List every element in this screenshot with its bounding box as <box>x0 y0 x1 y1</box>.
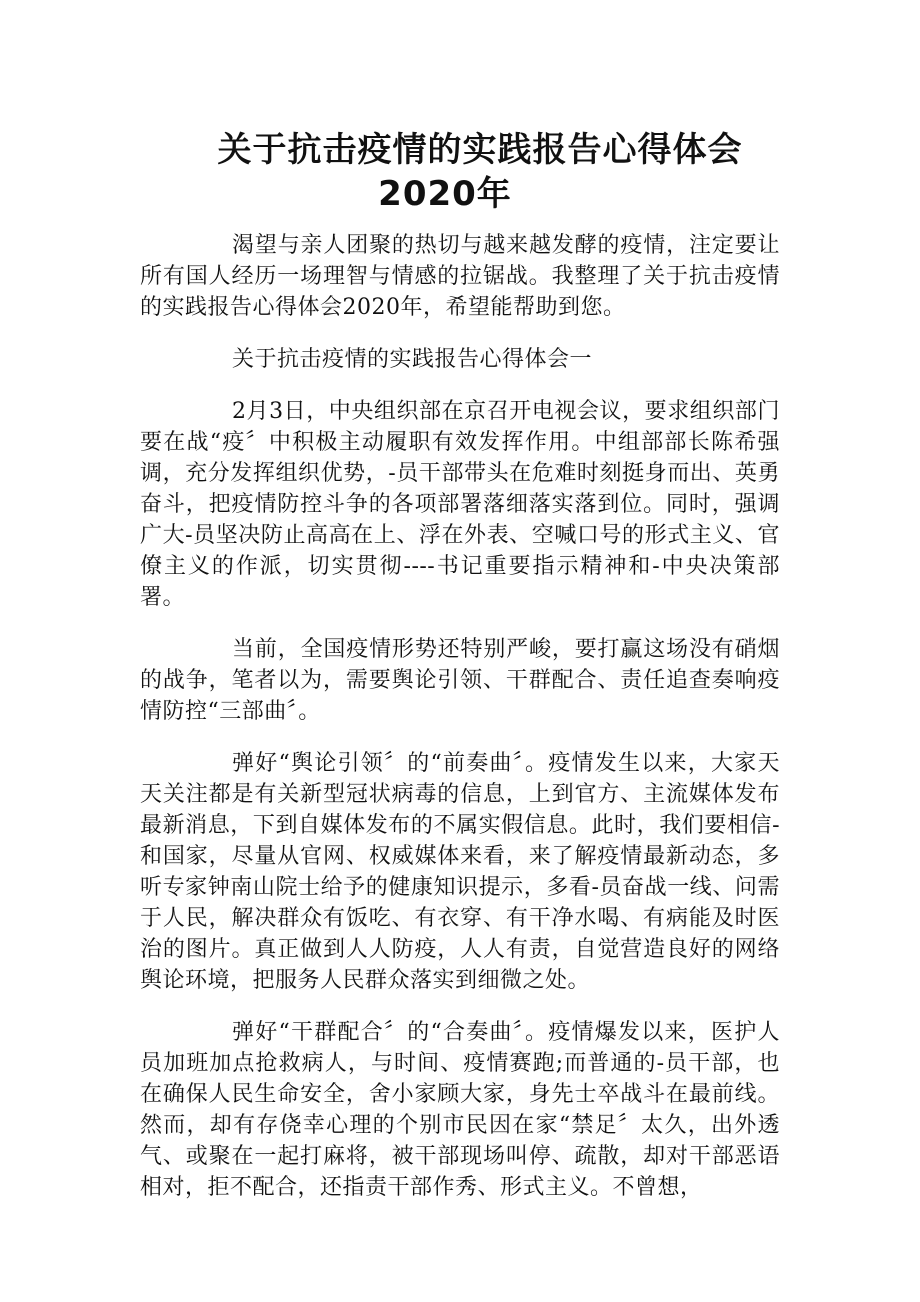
body-paragraph: 弹好“干群配合〞的“合奏曲〞。疫情爆发以来，医护人员加班加点抢救病人，与时间、疫情赛跑;而普通的-员干部，也在确保人民生命安全，舍小家顾大家，身先士卒战斗在最前线。然而，却有存侥幸心理的个别市民因在家“禁足〞太久，出外透气、或聚在一起打麻将，被干部现场叫停、疏散，却对干部恶语相对，拒不配合，还指责干部作秀、形式主义。不曾想， <box>140 1020 780 1200</box>
intro-paragraph: 渴望与亲人团聚的热切与越来越发酵的疫情，注定要让所有国人经历一场理智与情感的拉锯战。我整理了关于抗击疫情的实践报告心得体会2020年，希望能帮助到您。 <box>140 233 780 320</box>
body-paragraph: 当前，全国疫情形势还特别严峻，要打赢这场没有硝烟的战争，笔者以为，需要舆论引领、干群配合、责任追查奏响疫情防控“三部曲〞。 <box>140 637 780 724</box>
body-paragraph: 弹好“舆论引领〞的“前奏曲〞。疫情发生以来，大家天天关注都是有关新型冠状病毒的信息，上到官方、主流媒体发布最新消息，下到自媒体发布的不属实假信息。此时，我们要相信-和国家，尽量从官网、权威媒体来看，来了解疫情最新动态，多听专家钟南山院士给予的健康知识提示，多看-员奋战一线、问需于人民，解决群众有饭吃、有衣穿、有干净水喝、有病能及时医治的图片。真正做到人人防疫，人人有责，自觉营造良好的网络舆论环境，把服务人民群众落实到细微之处。 <box>140 751 780 993</box>
body-paragraph: 2月3日，中央组织部在京召开电视会议，要求组织部门要在战“疫〞中积极主动履职有效发挥作用。中组部部长陈希强调，充分发挥组织优势，-员干部带头在危难时刻挺身而出、英勇奋斗，把疫情防控斗争的各项部署落细落实落到位。同时，强调广大-员坚决防止高高在上、浮在外表、空喊口号的形式主义、官僚主义的作派，切实贯彻----书记重要指示精神和-中央决策部署。 <box>140 399 780 610</box>
title-line-2: 2020年 <box>378 174 512 214</box>
document-title <box>140 128 780 216</box>
section-heading: 关于抗击疫情的实践报告心得体会一 <box>232 347 593 372</box>
document-body <box>140 230 780 1224</box>
title-line-1: 关于抗击疫情的实践报告心得体会 <box>217 130 743 170</box>
